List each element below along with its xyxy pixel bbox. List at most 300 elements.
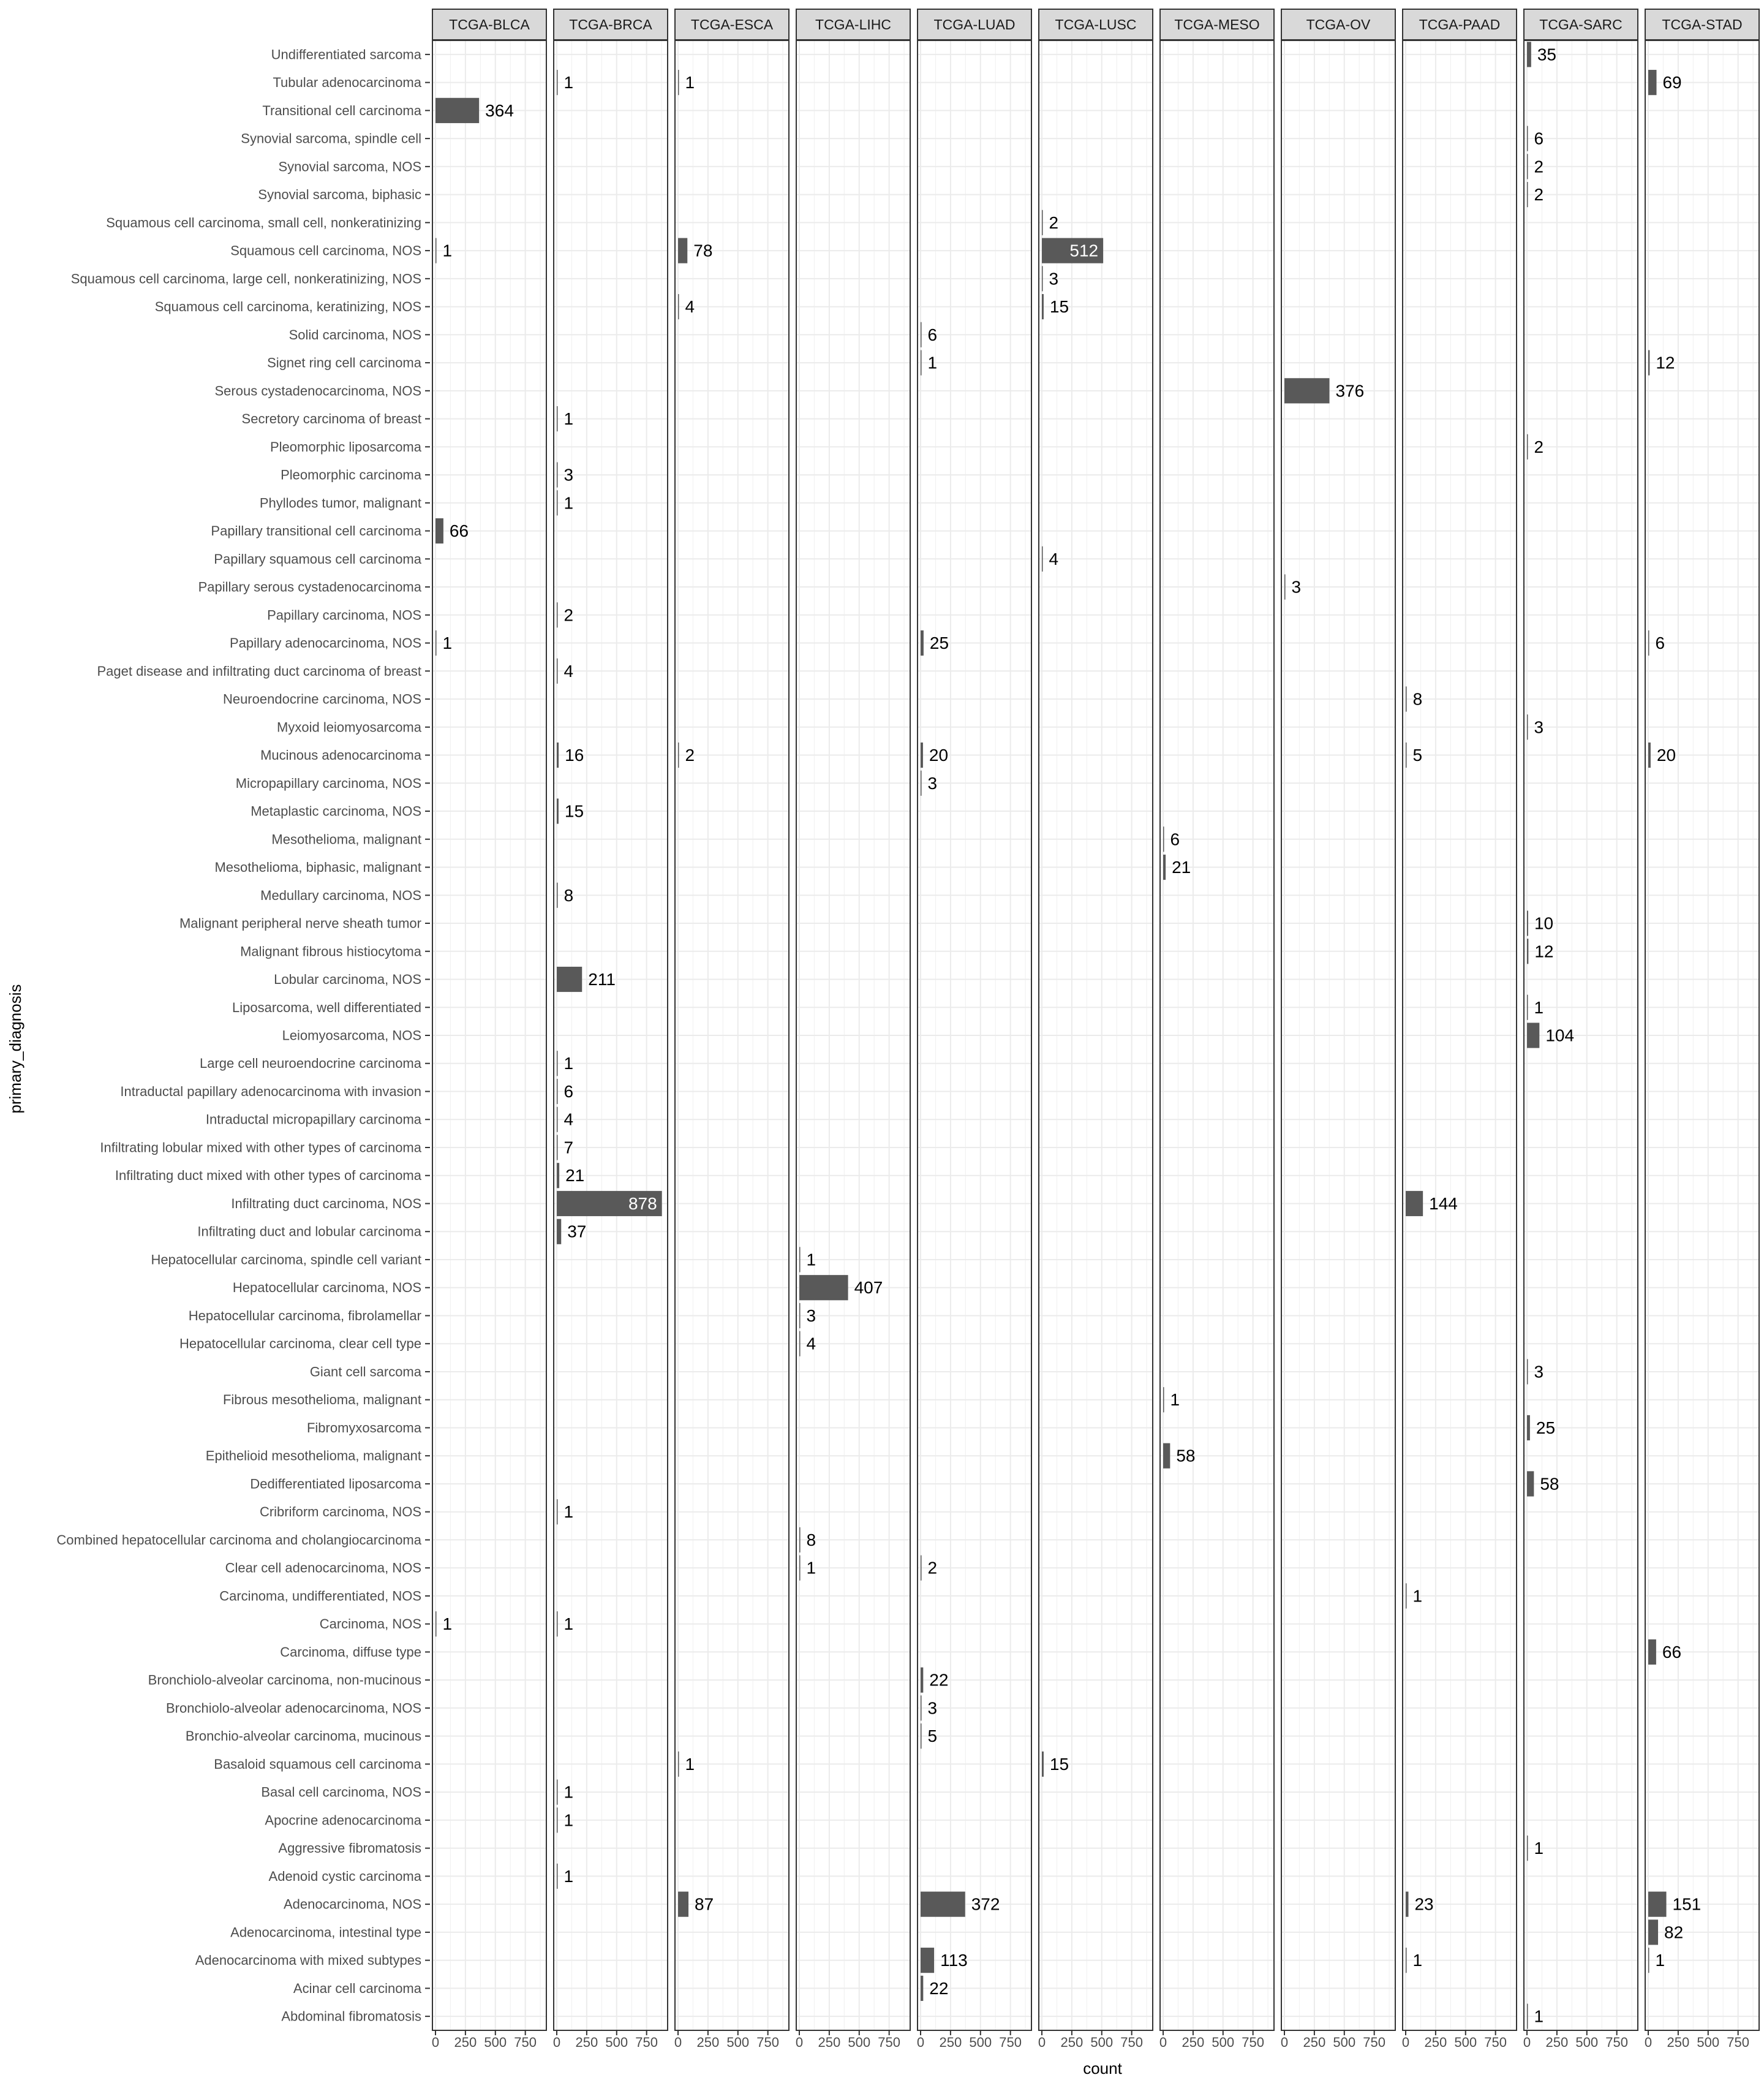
bar xyxy=(921,322,922,347)
y-tick-label: Metaplastic carcinoma, NOS xyxy=(251,803,421,819)
bar-value-label: 1 xyxy=(1534,2006,1544,2026)
bar xyxy=(557,883,558,908)
bar xyxy=(921,1556,922,1581)
bar-value-label: 12 xyxy=(1534,942,1554,961)
y-tick-label: Infiltrating duct and lobular carcinoma xyxy=(197,1223,421,1239)
bar-value-label: 4 xyxy=(806,1334,816,1353)
bar xyxy=(921,1695,922,1720)
y-tick-label: Mucinous adenocarcinoma xyxy=(260,747,421,763)
bar xyxy=(1284,574,1286,599)
bar xyxy=(557,1219,561,1244)
y-tick-label: Carcinoma, NOS xyxy=(319,1616,421,1632)
y-tick-label: Giant cell sarcoma xyxy=(309,1364,421,1380)
bar-value-label: 58 xyxy=(1176,1446,1196,1465)
bar-value-label: 22 xyxy=(929,1670,949,1690)
x-tick-label: 750 xyxy=(1605,2035,1629,2050)
bar-value-label: 4 xyxy=(1049,549,1059,569)
y-tick-label: Basaloid squamous cell carcinoma xyxy=(214,1756,421,1772)
y-tick-label: Cribriform carcinoma, NOS xyxy=(259,1504,421,1520)
bar xyxy=(1406,1892,1408,1917)
bar-value-label: 2 xyxy=(1534,185,1544,205)
facet-panel xyxy=(674,9,789,2050)
bar-value-label: 113 xyxy=(940,1951,968,1970)
bar-value-label: 2 xyxy=(564,605,574,625)
bar xyxy=(1648,1892,1667,1917)
y-tick-label: Infiltrating duct mixed with other types of carcinoma xyxy=(115,1168,421,1184)
bar-value-label: 1 xyxy=(442,633,453,653)
bar-value-label: 78 xyxy=(693,241,713,260)
bar xyxy=(799,1331,801,1356)
x-tick-label: 500 xyxy=(1090,2035,1114,2050)
bar-value-label: 12 xyxy=(1656,353,1675,372)
facet-panel xyxy=(796,9,910,2050)
bar-value-label: 1 xyxy=(685,73,695,93)
bar xyxy=(678,238,687,263)
bar xyxy=(678,70,679,95)
bar-value-label: 37 xyxy=(567,1222,587,1241)
bar-value-label: 2 xyxy=(1534,437,1544,456)
y-tick-label: Basal cell carcinoma, NOS xyxy=(261,1784,421,1800)
bar xyxy=(1527,1471,1534,1496)
bar-value-label: 1 xyxy=(564,493,574,513)
facet-strip-label: TCGA-SARC xyxy=(1539,17,1623,32)
x-tick-label: 750 xyxy=(1242,2035,1265,2050)
x-tick-label: 250 xyxy=(454,2035,477,2050)
bar xyxy=(1042,210,1043,235)
y-tick-label: Paget disease and infiltrating duct carcinoma of breast xyxy=(97,663,421,679)
y-tick-label: Pleomorphic carcinoma xyxy=(281,467,421,483)
bar-value-label: 1 xyxy=(564,1810,574,1830)
y-tick-label: Apocrine adenocarcinoma xyxy=(265,1812,421,1828)
bar-value-label: 6 xyxy=(1534,129,1544,148)
x-tick-label: 250 xyxy=(1060,2035,1084,2050)
bar xyxy=(1527,2004,1528,2029)
bar xyxy=(557,490,558,515)
bar xyxy=(1527,42,1531,67)
facet-panel xyxy=(917,9,1031,2050)
x-tick-label: 0 xyxy=(1523,2035,1531,2050)
bar xyxy=(1527,126,1528,151)
y-tick-label: Signet ring cell carcinoma xyxy=(267,355,421,371)
y-tick-label: Bronchiolo-alveolar adenocarcinoma, NOS xyxy=(166,1700,421,1716)
y-tick-label: Clear cell adenocarcinoma, NOS xyxy=(225,1560,421,1576)
bar-value-label: 3 xyxy=(927,1698,938,1718)
bar xyxy=(799,1275,848,1300)
bar-value-label: 58 xyxy=(1540,1474,1559,1494)
bar-value-label: 6 xyxy=(1170,830,1180,849)
x-tick-label: 250 xyxy=(575,2035,598,2050)
bar-value-label: 104 xyxy=(1545,1026,1575,1045)
bar xyxy=(557,406,558,431)
facet-panel xyxy=(1159,9,1274,2050)
bar xyxy=(1648,350,1649,375)
bar-value-label: 1 xyxy=(1534,1839,1544,1858)
y-tick-label: Carcinoma, undifferentiated, NOS xyxy=(219,1588,421,1604)
bar xyxy=(1042,266,1043,291)
bar xyxy=(678,1892,688,1917)
bar-value-label: 151 xyxy=(1672,1894,1702,1914)
x-tick-label: 500 xyxy=(1212,2035,1235,2050)
y-tick-label: Intraductal papillary adenocarcinoma with invasion xyxy=(120,1083,421,1099)
x-tick-label: 750 xyxy=(514,2035,537,2050)
bar xyxy=(1527,1359,1528,1384)
bar xyxy=(435,630,437,656)
bar-value-label: 82 xyxy=(1664,1923,1684,1942)
x-tick-label: 500 xyxy=(1697,2035,1720,2050)
y-tick-label: Squamous cell carcinoma, small cell, nonkeratinizing xyxy=(106,214,421,230)
bar xyxy=(557,1611,558,1636)
bar xyxy=(557,1780,558,1805)
x-tick-label: 0 xyxy=(1038,2035,1046,2050)
bar xyxy=(1042,294,1044,319)
x-tick-label: 500 xyxy=(1575,2035,1599,2050)
x-tick-label: 0 xyxy=(674,2035,682,2050)
bar xyxy=(1163,1387,1164,1412)
bar xyxy=(1648,1919,1658,1945)
y-tick-label: Aggressive fibromatosis xyxy=(278,1840,421,1856)
bar-value-label: 372 xyxy=(971,1894,1000,1914)
y-axis-labels xyxy=(56,47,430,2024)
y-tick-label: Bronchiolo-alveolar carcinoma, non-mucinous xyxy=(148,1672,421,1688)
bar xyxy=(557,1163,559,1188)
bar-value-label: 1 xyxy=(1655,1951,1665,1970)
bar-value-label: 2 xyxy=(685,746,695,765)
bar-value-label: 4 xyxy=(564,1110,574,1129)
bar-value-label: 211 xyxy=(588,970,616,989)
bar xyxy=(1163,826,1164,852)
y-tick-label: Papillary serous cystadenocarcinoma xyxy=(198,579,421,595)
facet-panel xyxy=(1281,9,1395,2050)
x-axis-title: count xyxy=(1083,2059,1122,2078)
bar xyxy=(1042,546,1043,572)
bar-value-label: 1 xyxy=(442,1614,453,1634)
y-tick-label: Synovial sarcoma, biphasic xyxy=(258,187,421,203)
facet-strip-label: TCGA-BRCA xyxy=(569,17,652,32)
y-tick-label: Synovial sarcoma, spindle cell xyxy=(241,130,421,146)
y-tick-label: Mesothelioma, biphasic, malignant xyxy=(214,860,421,875)
bar-value-label: 4 xyxy=(564,661,574,681)
bar xyxy=(557,602,558,627)
y-tick-label: Liposarcoma, well differentiated xyxy=(232,999,421,1015)
facet-strip-label: TCGA-PAAD xyxy=(1419,17,1501,32)
y-tick-label: Malignant fibrous histiocytoma xyxy=(240,943,421,959)
bar xyxy=(799,1247,801,1272)
bar xyxy=(1648,70,1656,95)
bar xyxy=(1406,1948,1407,1973)
x-tick-label: 500 xyxy=(969,2035,992,2050)
x-tick-label: 0 xyxy=(795,2035,804,2050)
x-tick-label: 750 xyxy=(1120,2035,1144,2050)
y-tick-label: Undifferentiated sarcoma xyxy=(271,47,421,62)
facet-panel xyxy=(432,9,546,2050)
bar xyxy=(1527,1023,1539,1048)
y-tick-label: Transitional cell carcinoma xyxy=(262,102,421,118)
y-tick-label: Adenoid cystic carcinoma xyxy=(268,1868,421,1884)
bar-value-label: 15 xyxy=(564,801,584,821)
bar-value-label: 1 xyxy=(1170,1390,1180,1410)
x-tick-label: 500 xyxy=(848,2035,871,2050)
bar xyxy=(1527,154,1528,179)
facet-panel xyxy=(1645,9,1759,2050)
bar xyxy=(1163,1443,1170,1469)
y-tick-label: Fibrous mesothelioma, malignant xyxy=(222,1392,421,1408)
bar-value-label: 1 xyxy=(806,1558,816,1578)
bar xyxy=(1648,1948,1649,1973)
x-tick-label: 250 xyxy=(939,2035,962,2050)
bar-value-label: 25 xyxy=(929,633,949,653)
y-tick-label: Leiomyosarcoma, NOS xyxy=(282,1027,421,1043)
facet-panel xyxy=(553,9,668,2050)
bar-value-label: 20 xyxy=(1656,746,1676,765)
bar xyxy=(1527,910,1528,936)
bar xyxy=(435,518,443,543)
y-tick-label: Fibromyxosarcoma xyxy=(306,1420,421,1435)
bar xyxy=(557,70,558,95)
bar-value-label: 2 xyxy=(1534,157,1544,176)
bar xyxy=(557,1107,558,1132)
y-tick-label: Malignant peripheral nerve sheath tumor xyxy=(179,915,421,931)
facet-strip-label: TCGA-LIHC xyxy=(815,17,891,32)
y-tick-label: Papillary transitional cell carcinoma xyxy=(211,523,421,539)
bar xyxy=(799,1556,801,1581)
y-tick-label: Bronchio-alveolar carcinoma, mucinous xyxy=(185,1728,421,1744)
y-tick-label: Adenocarcinoma, NOS xyxy=(284,1896,421,1912)
bar-value-label: 3 xyxy=(564,465,574,485)
bar xyxy=(1648,630,1649,656)
y-tick-label: Acinar cell carcinoma xyxy=(293,1980,421,1996)
y-tick-label: Hepatocellular carcinoma, fibrolamellar xyxy=(188,1307,421,1323)
x-tick-label: 500 xyxy=(1454,2035,1477,2050)
bar-value-label: 8 xyxy=(806,1530,816,1549)
bar xyxy=(678,743,679,768)
bar-value-label: 1 xyxy=(1412,1951,1423,1970)
bar xyxy=(1527,995,1528,1020)
facet-panel xyxy=(1038,9,1153,2050)
x-tick-label: 0 xyxy=(1644,2035,1653,2050)
y-tick-label: Adenocarcinoma with mixed subtypes xyxy=(195,1953,421,1968)
bar-value-label: 3 xyxy=(1534,717,1544,737)
bar xyxy=(921,1948,934,1973)
bar-value-label: 3 xyxy=(1049,269,1059,289)
x-tick-label: 250 xyxy=(696,2035,720,2050)
y-tick-label: Hepatocellular carcinoma, clear cell type xyxy=(179,1336,421,1352)
bar xyxy=(1527,714,1528,739)
x-tick-label: 0 xyxy=(1280,2035,1289,2050)
bar xyxy=(1527,1836,1528,1861)
bar xyxy=(921,743,923,768)
y-tick-label: Infiltrating lobular mixed with other types of carcinoma xyxy=(100,1140,421,1155)
bar xyxy=(1406,743,1407,768)
bar-value-label: 15 xyxy=(1049,1754,1069,1774)
bar-value-label: 1 xyxy=(564,409,574,429)
y-tick-label: Tubular adenocarcinoma xyxy=(273,75,421,91)
x-tick-label: 0 xyxy=(1159,2035,1167,2050)
facet-strip-label: TCGA-BLCA xyxy=(449,17,530,32)
bar-value-label: 21 xyxy=(1172,858,1191,877)
bar xyxy=(557,798,559,823)
bar-value-label: 5 xyxy=(927,1726,938,1746)
facet-panels xyxy=(432,9,1759,2050)
facet-panel xyxy=(1523,9,1638,2050)
bar-value-label: 8 xyxy=(1412,689,1423,709)
bar-value-label: 1 xyxy=(564,1866,574,1886)
bar xyxy=(557,1051,558,1076)
bar-value-label: 1 xyxy=(564,1614,574,1634)
bar xyxy=(678,294,679,319)
bar xyxy=(557,967,582,992)
bar xyxy=(921,771,922,796)
bar xyxy=(435,98,479,123)
y-tick-label: Dedifferentiated liposarcoma xyxy=(250,1476,421,1492)
y-tick-label: Pleomorphic liposarcoma xyxy=(270,439,421,455)
bar-value-label: 3 xyxy=(927,773,938,793)
bar xyxy=(557,743,559,768)
x-tick-label: 750 xyxy=(1363,2035,1386,2050)
bar-value-label: 364 xyxy=(485,100,514,120)
bar-value-label: 69 xyxy=(1662,73,1682,93)
y-tick-label: Hepatocellular carcinoma, NOS xyxy=(232,1280,421,1296)
bar xyxy=(921,1976,923,2001)
x-tick-label: 250 xyxy=(818,2035,841,2050)
facet-strip-label: TCGA-ESCA xyxy=(690,17,774,32)
x-tick-label: 0 xyxy=(916,2035,925,2050)
y-tick-label: Papillary carcinoma, NOS xyxy=(267,607,421,623)
bar-value-label: 1 xyxy=(1412,1586,1423,1606)
facet-strip-label: TCGA-OV xyxy=(1306,17,1371,32)
bar xyxy=(557,1807,558,1832)
y-tick-label: Papillary adenocarcinoma, NOS xyxy=(229,635,421,651)
bar-value-label: 3 xyxy=(806,1306,816,1325)
bar-value-label: 1 xyxy=(442,241,453,260)
y-tick-label: Abdominal fibromatosis xyxy=(281,2008,421,2024)
bar xyxy=(799,1527,801,1552)
bar xyxy=(1527,182,1528,207)
y-tick-label: Infiltrating duct carcinoma, NOS xyxy=(231,1195,421,1211)
bar-value-label: 15 xyxy=(1049,297,1069,317)
bar-value-label: 1 xyxy=(564,1782,574,1802)
bar-value-label: 1 xyxy=(927,353,938,372)
bar xyxy=(921,350,922,375)
bar-value-label: 22 xyxy=(929,1978,949,1998)
x-tick-label: 750 xyxy=(999,2035,1022,2050)
bar-value-label: 407 xyxy=(854,1278,883,1298)
bar xyxy=(557,1499,558,1524)
bar-value-label: 21 xyxy=(565,1166,585,1185)
bar-value-label: 4 xyxy=(685,297,695,317)
x-tick-label: 0 xyxy=(431,2035,440,2050)
bar-value-label: 66 xyxy=(449,521,469,541)
bar-value-label: 1 xyxy=(564,1054,574,1073)
bar xyxy=(557,659,558,684)
facet-strip-label: TCGA-MESO xyxy=(1174,17,1260,32)
bar-value-label: 1 xyxy=(685,1754,695,1774)
bar-value-label: 3 xyxy=(1291,577,1302,597)
bar-value-label: 878 xyxy=(628,1193,657,1213)
y-tick-label: Medullary carcinoma, NOS xyxy=(260,887,421,903)
y-tick-label: Secretory carcinoma of breast xyxy=(241,411,421,427)
bar-value-label: 1 xyxy=(564,1502,574,1522)
bar-value-label: 1 xyxy=(806,1250,816,1269)
bar-value-label: 23 xyxy=(1414,1894,1434,1914)
y-tick-label: Serous cystadenocarcinoma, NOS xyxy=(214,383,421,399)
bar xyxy=(435,1611,437,1636)
facet-strip-label: TCGA-LUSC xyxy=(1055,17,1137,32)
bar xyxy=(921,630,924,656)
y-tick-label: Combined hepatocellular carcinoma and cholangiocarcinoma xyxy=(56,1532,421,1548)
bar-value-label: 512 xyxy=(1069,241,1099,260)
y-tick-label: Squamous cell carcinoma, NOS xyxy=(230,243,421,259)
bar-value-label: 87 xyxy=(695,1894,714,1914)
bar xyxy=(799,1303,801,1328)
y-tick-label: Solid carcinoma, NOS xyxy=(288,327,421,342)
bar-value-label: 7 xyxy=(564,1138,574,1157)
x-tick-label: 250 xyxy=(1424,2035,1447,2050)
x-tick-label: 250 xyxy=(1303,2035,1326,2050)
x-tick-label: 250 xyxy=(1667,2035,1690,2050)
bar xyxy=(1527,1415,1530,1440)
y-tick-label: Epithelioid mesothelioma, malignant xyxy=(205,1448,421,1464)
x-tick-label: 750 xyxy=(1484,2035,1507,2050)
x-tick-label: 500 xyxy=(726,2035,750,2050)
bar xyxy=(1406,1191,1423,1216)
y-tick-label: Intraductal micropapillary carcinoma xyxy=(205,1111,421,1127)
bar xyxy=(1406,1583,1407,1608)
facet-strip-label: TCGA-LUAD xyxy=(933,17,1016,32)
bar xyxy=(1406,686,1407,711)
bar-value-label: 10 xyxy=(1534,913,1554,933)
x-tick-label: 500 xyxy=(1333,2035,1356,2050)
bar-value-label: 144 xyxy=(1429,1193,1458,1213)
bar xyxy=(1284,378,1330,403)
bar xyxy=(557,462,558,487)
x-tick-label: 250 xyxy=(1182,2035,1205,2050)
y-tick-label: Large cell neuroendocrine carcinoma xyxy=(200,1056,421,1072)
y-tick-label: Synovial sarcoma, NOS xyxy=(278,159,421,175)
x-tick-label: 250 xyxy=(1545,2035,1569,2050)
bar-value-label: 6 xyxy=(564,1081,574,1101)
y-tick-label: Papillary squamous cell carcinoma xyxy=(214,551,421,567)
facet-strip-label: TCGA-STAD xyxy=(1662,17,1743,32)
y-tick-label: Myxoid leiomyosarcoma xyxy=(277,719,421,735)
bar xyxy=(921,1668,923,1693)
bar xyxy=(557,1864,558,1889)
bar xyxy=(921,1892,965,1917)
y-tick-label: Mesothelioma, malignant xyxy=(271,831,421,847)
y-tick-label: Squamous cell carcinoma, keratinizing, NOS xyxy=(154,299,421,315)
bar xyxy=(435,238,437,263)
bar-value-label: 3 xyxy=(1534,1362,1544,1382)
bar-value-label: 8 xyxy=(564,885,574,905)
bar-value-label: 66 xyxy=(1662,1642,1682,1662)
y-tick-label: Adenocarcinoma, intestinal type xyxy=(230,1924,421,1940)
bar-value-label: 2 xyxy=(1049,213,1059,232)
y-tick-label: Lobular carcinoma, NOS xyxy=(274,972,421,988)
y-axis-title: primary_diagnosis xyxy=(6,984,24,1114)
y-tick-label: Neuroendocrine carcinoma, NOS xyxy=(222,691,421,707)
bar-value-label: 20 xyxy=(929,746,949,765)
facet-panel xyxy=(1402,9,1517,2050)
bar-value-label: 2 xyxy=(927,1558,938,1578)
bar-value-label: 1 xyxy=(564,73,574,93)
bar-value-label: 25 xyxy=(1536,1418,1556,1437)
bar-value-label: 6 xyxy=(1655,633,1665,653)
x-tick-label: 500 xyxy=(605,2035,628,2050)
bar xyxy=(921,1723,922,1749)
x-tick-label: 750 xyxy=(1727,2035,1750,2050)
bar xyxy=(1527,939,1528,964)
bar xyxy=(1648,1639,1656,1665)
bar xyxy=(1527,434,1528,459)
